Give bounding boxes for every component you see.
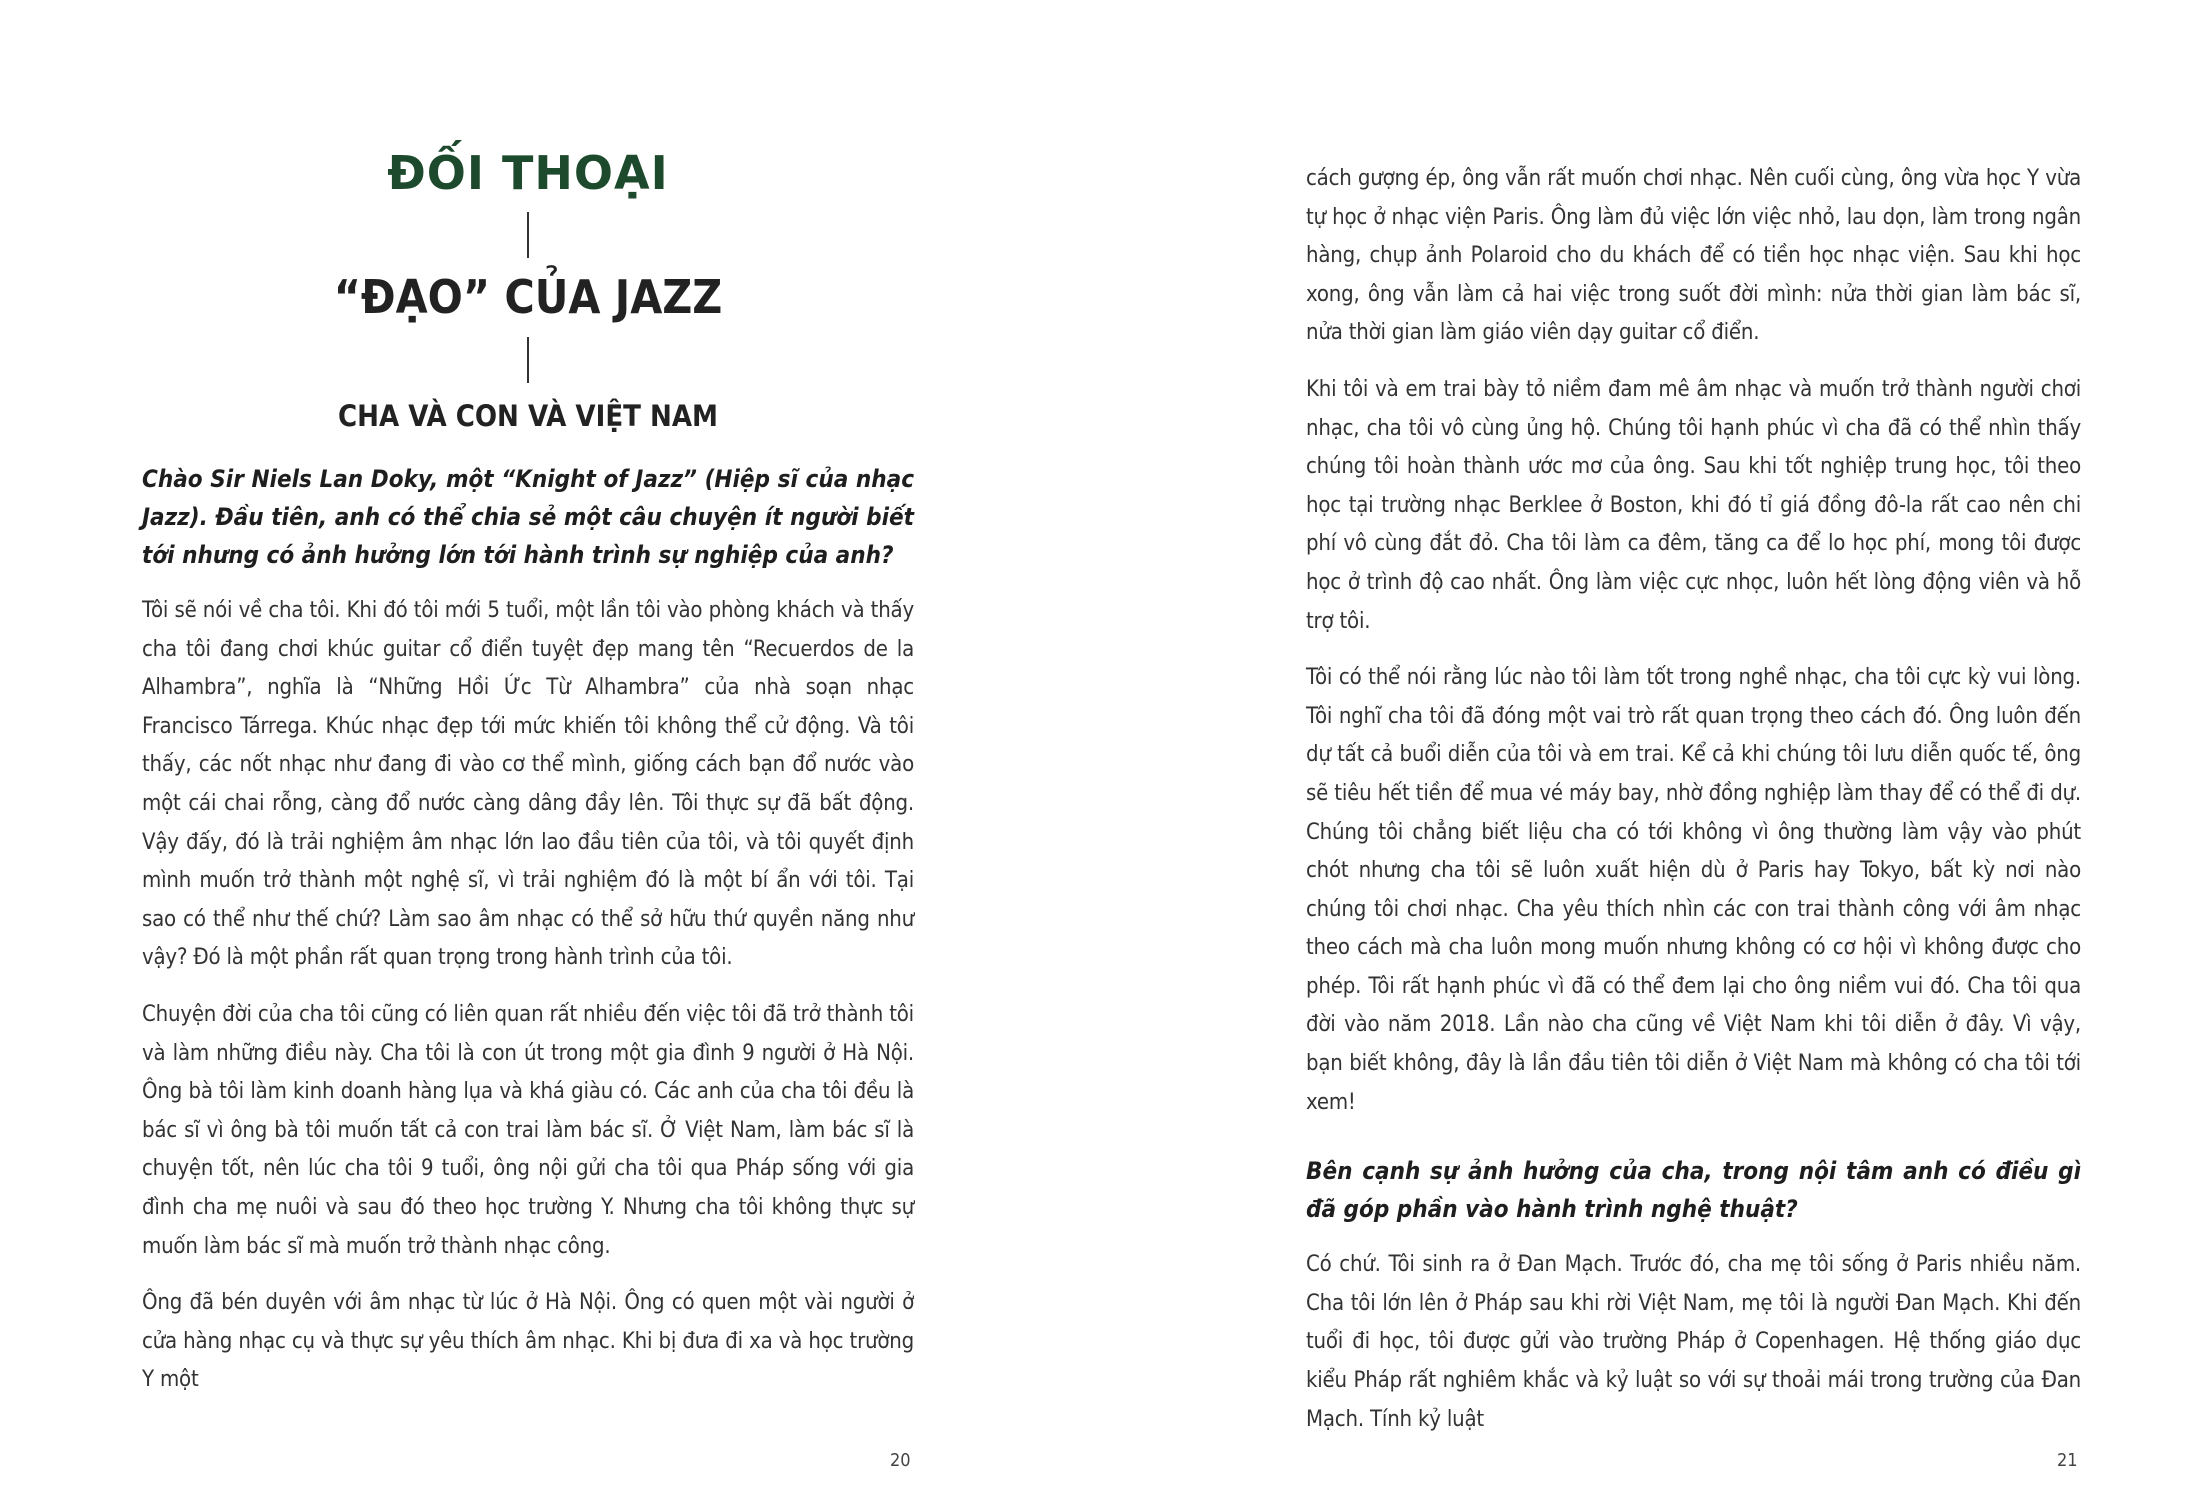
body-paragraph: cách gượng ép, ông vẫn rất muốn chơi nhạc. Nên cuối cùng, ông vừa học Y vừa tự học ở nhạc viện Paris. Ông làm đủ việc lớn việc nhỏ, lau dọn, làm trong ngân hàng, chụp ảnh Polaroid cho du khách để có tiền học nhạc viện. Sau khi học xong, ông vẫn làm cả hai việc trong suốt đời mình: nửa thời gian làm bác sĩ, nửa thời gian làm giáo viên dạy guitar cổ điển. (1306, 166, 2081, 346)
page-number: 21 (2057, 1450, 2078, 1471)
right-page-body (1306, 160, 2081, 1457)
body-paragraph: Tôi sẽ nói về cha tôi. Khi đó tôi mới 5 tuổi, một lần tôi vào phòng khách và thấy cha tôi đang chơi khúc guitar cổ điển tuyệt đẹp mang tên “Recuerdos de la Alhambra”, nghĩa là “Những Hồi Ức Từ Alhambra” của nhà soạn nhạc Francisco Tárrega. Khúc nhạc đẹp tới mức khiến tôi không thể cử động. Và tôi thấy, các nốt nhạc như đang đi vào cơ thể mình, giống cách bạn đổ nước vào một cái chai rỗng, càng đổ nước càng dâng đầy lên. Tôi thực sự đã bất động. Vậy đấy, đó là trải nghiệm âm nhạc lớn lao đầu tiên của tôi, và tôi quyết định mình muốn trở thành một nghệ sĩ, vì trải nghiệm đó là một bí ẩn với tôi. Tại sao có thể như thế chứ? Làm sao âm nhạc có thể sở hữu thứ quyền năng như vậy? Đó là một phần rất quan trọng trong hành trình của tôi. (142, 598, 914, 971)
left-page-body (142, 460, 914, 1418)
right-page (1102, 0, 2205, 1497)
header-divider-line (527, 337, 529, 383)
interview-question: Chào Sir Niels Lan Doky, một “Knight of Jazz” (Hiệp sĩ của nhạc Jazz). Đầu tiên, anh có thể chia sẻ một câu chuyện ít người biết tới nhưng có ảnh hưởng lớn tới hành trình sự nghiệp của anh? (142, 465, 914, 569)
header-divider-line (527, 212, 529, 258)
answer-paragraph: Có chứ. Tôi sinh ra ở Đan Mạch. Trước đó, cha mẹ tôi sống ở Paris nhiều năm. Cha tôi lớn lên ở Pháp sau khi rời Việt Nam, mẹ tôi là người Đan Mạch. Khi đến tuổi đi học, tôi được gửi vào trường Pháp ở Copenhagen. Hệ thống giáo dục kiểu Pháp rất nghiêm khắc và kỷ luật so với sự thoải mái trong trường của Đan Mạch. Tính kỷ luật (1306, 1252, 2081, 1432)
body-paragraph: Ông đã bén duyên với âm nhạc từ lúc ở Hà Nội. Ông có quen một vài người ở cửa hàng nhạc cụ và thực sự yêu thích âm nhạc. Khi bị đưa đi xa và học trường Y một (142, 1290, 914, 1393)
left-page (0, 0, 1102, 1497)
section-label: ĐỐI THOẠI (387, 146, 669, 200)
body-paragraph: Khi tôi và em trai bày tỏ niềm đam mê âm nhạc và muốn trở thành người chơi nhạc, cha tôi vô cùng ủng hộ. Chúng tôi hạnh phúc vì cha đã có thể nhìn thấy chúng tôi hoàn thành ước mơ của ông. Sau khi tốt nghiệp trung học, tôi theo học tại trường nhạc Berklee ở Boston, khi đó tỉ giá đồng đô-la rất cao nên chi phí vô cùng đắt đỏ. Cha tôi làm ca đêm, tăng ca để lo học phí, mong tôi được học ở trình độ cao nhất. Ông làm việc cực nhọc, luôn hết lòng động viên và hỗ trợ tôi. (1306, 376, 2081, 634)
body-paragraph: Chuyện đời của cha tôi cũng có liên quan rất nhiều đến việc tôi đã trở thành tôi và làm những điều này. Cha tôi là con út trong một gia đình 9 người ở Hà Nội. Ông bà tôi làm kinh doanh hàng lụa và khá giàu có. Các anh của cha tôi đều là bác sĩ vì ông bà tôi muốn tất cả con trai làm bác sĩ. Ở Việt Nam, làm bác sĩ là chuyện tốt, nên lúc cha tôi 9 tuổi, ông nội gửi cha tôi qua Pháp sống với gia đình cha mẹ nuôi và sau đó theo học trường Y. Nhưng cha tôi không thực sự muốn làm bác sĩ mà muốn trở thành nhạc công. (142, 1001, 914, 1259)
body-paragraph: Tôi có thể nói rằng lúc nào tôi làm tốt trong nghề nhạc, cha tôi cực kỳ vui lòng. Tôi nghĩ cha tôi đã đóng một vai trò rất quan trọng theo cách đó. Ông luôn đến dự tất cả buổi diễn của tôi và em trai. Kể cả khi chúng tôi lưu diễn quốc tế, ông sẽ tiêu hết tiền để mua vé máy bay, nhờ đồng nghiệp làm thay để có thể đi dự. Chúng tôi chẳng biết liệu cha có tới không vì ông thường làm vậy vào phút chót nhưng cha tôi sẽ luôn xuất hiện dù ở Paris hay Tokyo, bất kỳ nơi nào chúng tôi chơi nhạc. Cha yêu thích nhìn các con trai thành công với âm nhạc theo cách mà cha luôn mong muốn nhưng không có cơ hội vì không được cho phép. Tôi rất hạnh phúc vì đã có thể đem lại cho ông niềm vui đó. Cha tôi qua đời vào năm 2018. Lần nào cha cũng về Việt Nam khi tôi diễn ở đây. Vì vậy, bạn biết không, đây là lần đầu tiên tôi diễn ở Việt Nam mà không có cha tôi tới xem! (1306, 665, 2081, 1115)
page-number: 20 (890, 1450, 911, 1471)
interview-question: Bên cạnh sự ảnh hưởng của cha, trong nội tâm anh có điều gì đã góp phần vào hành trình nghệ thuật? (1306, 1157, 2081, 1224)
article-subtitle: CHA VÀ CON VÀ VIỆT NAM (337, 398, 719, 433)
article-title: “ĐẠO” CỦA JAZZ (333, 270, 723, 324)
article-header (142, 146, 914, 433)
